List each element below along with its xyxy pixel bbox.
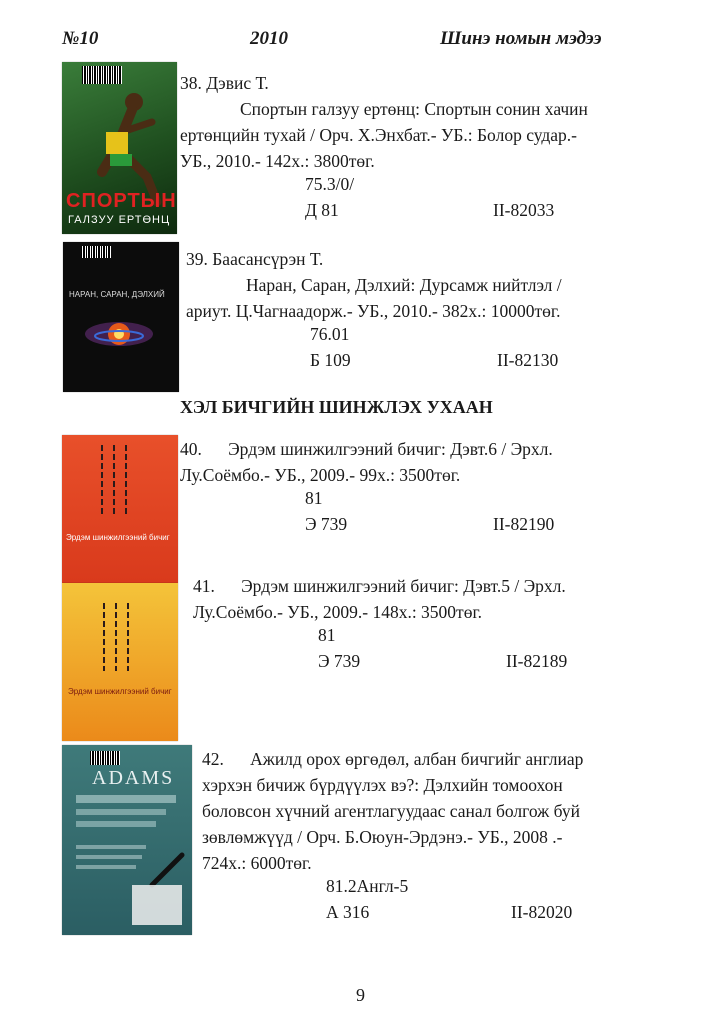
- page-number: 9: [356, 985, 365, 1005]
- pen-document-illustration: [62, 745, 192, 935]
- entry-title: хэрхэн бичиж бүрдүүлэх вэ?: Дэлхийн томоохон: [202, 775, 563, 795]
- classification-code: 81: [305, 488, 323, 508]
- inventory-number: II-82020: [511, 902, 573, 922]
- book-cover-42: [62, 745, 192, 935]
- catalog-entry-40: [180, 436, 553, 488]
- entry-details: 724х.: 6000төг.: [202, 853, 312, 873]
- cover-title: Эрдэм шинжилгээний бичиг: [66, 533, 170, 542]
- entry-author: 39. Баасансүрэн Т.: [186, 249, 324, 269]
- cover-title-line2: ГАЛЗУУ ЕРТӨНЦ: [68, 214, 171, 226]
- mongolian-script-decoration: [62, 435, 178, 583]
- shelf-mark: Д 81: [305, 200, 339, 220]
- entry-details: ертөнцийн тухай / Орч. Х.Энхбат.- УБ.: Болор судар.-: [180, 125, 577, 145]
- cover-title: Эрдэм шинжилгээний бичиг: [68, 687, 172, 696]
- classification-code: 81.2Англ-5: [326, 876, 409, 896]
- entry-title: Спортын галзуу ертөнц: Спортын сонин хачин: [240, 99, 588, 119]
- entry-title: 41. Эрдэм шинжилгээний бичиг: Дэвт.5 / Эрхл.: [193, 576, 566, 596]
- inventory-number: II-82033: [493, 200, 555, 220]
- catalog-entry-39: [186, 246, 562, 324]
- cover-title-line1: СПОРТЫН: [66, 190, 177, 212]
- inventory-number: II-82189: [506, 651, 568, 671]
- publication-title: Шинэ номын мэдээ: [440, 28, 602, 49]
- book-cover-41: [62, 583, 178, 741]
- shelf-mark: Э 739: [305, 514, 348, 534]
- book-cover-40: [62, 435, 178, 583]
- entry-details: Лу.Соёмбо.- УБ., 2009.- 148х.: 3500төг.: [193, 602, 483, 622]
- entry-details: Лу.Соёмбо.- УБ., 2009.- 99х.: 3500төг.: [180, 465, 461, 485]
- entry-title: 40. Эрдэм шинжилгээний бичиг: Дэвт.6 / Эрхл.: [180, 439, 553, 459]
- cover-title: НАРАН, САРАН, ДЭЛХИЙ: [69, 290, 165, 299]
- classification-code: 76.01: [310, 324, 350, 344]
- classification-code: 75.3/0/: [305, 174, 355, 194]
- book-cover-39: [63, 242, 179, 392]
- entry-title: Наран, Саран, Дэлхий: Дурсамж нийтлэл /: [246, 275, 562, 295]
- classification-code: 81: [318, 625, 336, 645]
- shelf-mark: А 316: [326, 902, 370, 922]
- cover-publisher: ADAMS: [92, 767, 175, 789]
- book-cover-38: [62, 62, 177, 234]
- catalog-entry-41: [193, 573, 566, 625]
- entry-details: ариут. Ц.Чагнаадорж.- УБ., 2010.- 382х.: 10000төг.: [186, 301, 561, 321]
- entry-author: 38. Дэвис Т.: [180, 73, 269, 93]
- mongolian-script-decoration: [62, 583, 178, 741]
- entry-details: УБ., 2010.- 142х.: 3800төг.: [180, 151, 375, 171]
- inventory-number: II-82130: [497, 350, 559, 370]
- galaxy-illustration: [63, 242, 179, 392]
- issue-number: №10: [62, 28, 99, 49]
- entry-details: зөвлөмжүүд / Орч. Б.Оюун-Эрдэнэ.- УБ., 2008 .-: [202, 827, 563, 847]
- shelf-mark: Б 109: [310, 350, 351, 370]
- shelf-mark: Э 739: [318, 651, 361, 671]
- catalog-entry-38: [180, 70, 588, 174]
- issue-year: 2010: [250, 28, 288, 49]
- entry-title: боловсон хүчний агентлагуудаас санал болгож буй: [202, 801, 580, 821]
- inventory-number: II-82190: [493, 514, 555, 534]
- section-heading: ХЭЛ БИЧГИЙН ШИНЖЛЭХ УХААН: [180, 397, 493, 417]
- entry-title: 42. Ажилд орох өргөдөл, албан бичгийг англиар: [202, 749, 584, 769]
- catalog-entry-42: [202, 746, 583, 876]
